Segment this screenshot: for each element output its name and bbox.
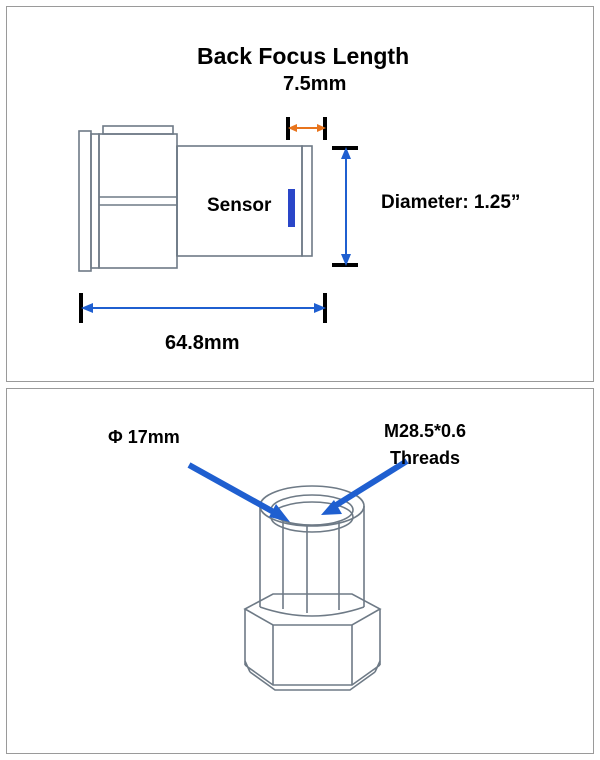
diameter-dimension <box>332 147 358 266</box>
sensor-label: Sensor <box>207 195 272 216</box>
bore-leader-arrow-icon <box>189 465 290 522</box>
thread-spec-label-line1: M28.5*0.6 <box>384 421 467 441</box>
bore-diameter-label: Φ 17mm <box>108 427 180 447</box>
adapter-outline-icon <box>245 486 380 690</box>
thread-spec-label-line2: Threads <box>390 448 461 468</box>
diameter-label: Diameter: 1.25” <box>381 192 521 213</box>
panel-title-back-focus: Back Focus Length <box>197 43 410 69</box>
sensor-plane-marker <box>288 189 295 227</box>
back-focus-value-label: 7.5mm <box>283 73 347 95</box>
back-focus-dimension <box>288 117 326 140</box>
camera-outline-icon <box>79 126 312 271</box>
total-length-label: 64.8mm <box>165 332 240 354</box>
total-length-dimension <box>81 293 326 323</box>
adapter-drawing <box>7 389 593 753</box>
thread-adapter-diagram-panel <box>6 388 594 754</box>
back-focus-diagram-panel <box>6 6 594 382</box>
